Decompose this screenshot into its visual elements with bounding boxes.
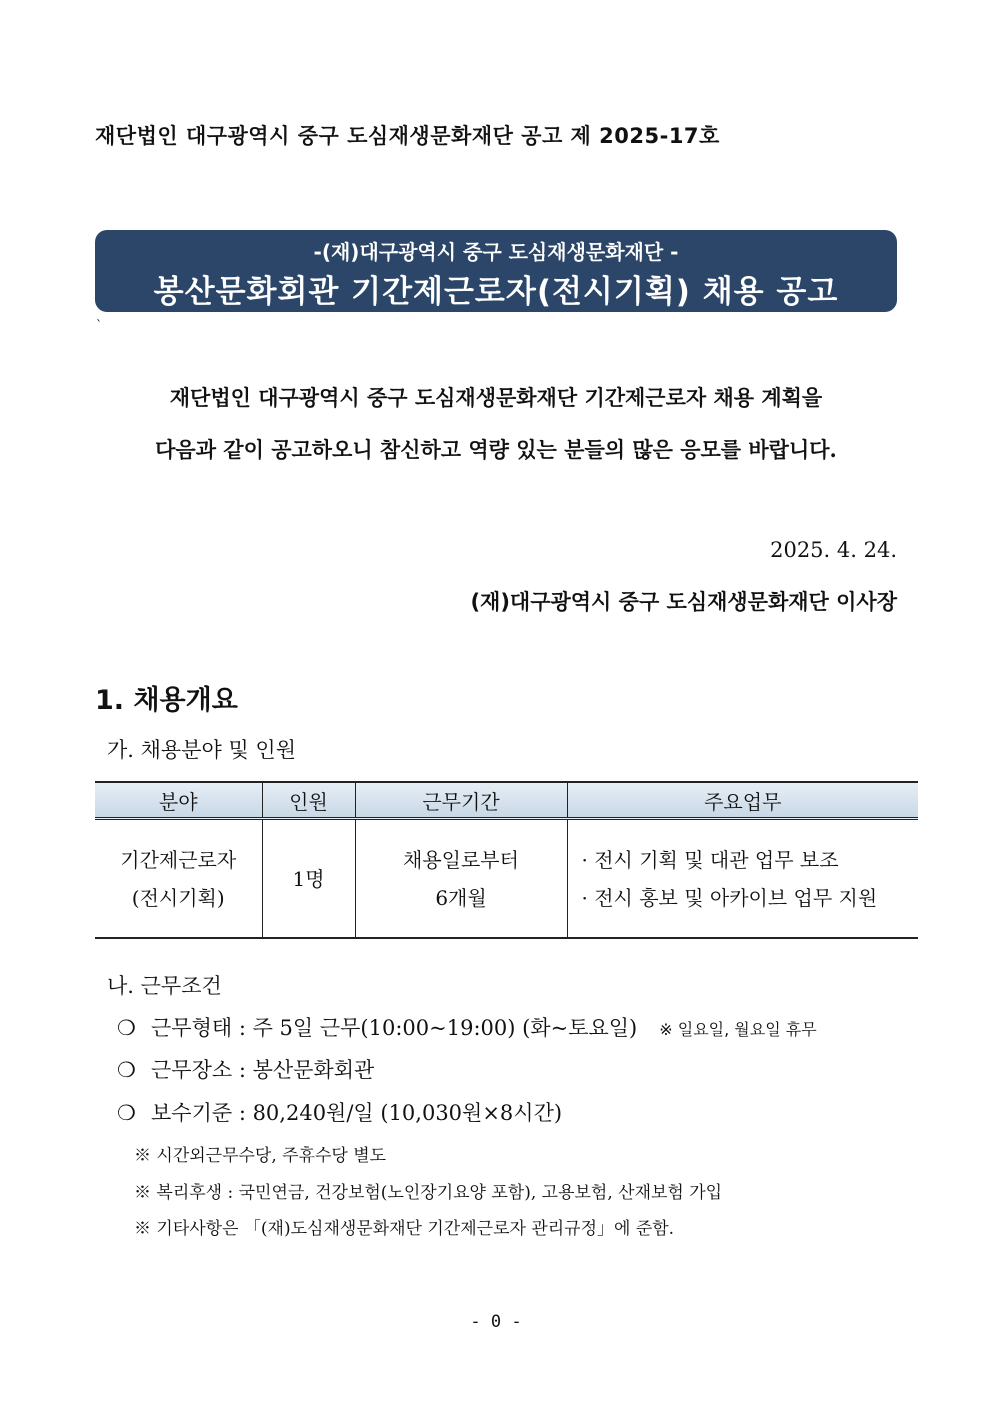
circle-bullet-icon: ❍ xyxy=(117,1016,136,1040)
title-banner xyxy=(95,230,897,312)
circle-bullet-icon: ❍ xyxy=(117,1058,136,1082)
intro-line-1: 재단법인 대구광역시 중구 도심재생문화재단 기간제근로자 채용 계획을 xyxy=(169,385,823,410)
intro-line-2: 다음과 같이 공고하오니 참신하고 역량 있는 분들의 많은 응모를 바랍니다. xyxy=(155,437,837,462)
subheading-recruitment: 가. 채용분야 및 인원 xyxy=(107,738,296,762)
stray-mark: ` xyxy=(96,318,102,332)
header-field: 분야 xyxy=(95,782,262,819)
condition-work-type xyxy=(117,1012,817,1042)
period-line-1: 채용일로부터 xyxy=(403,847,519,872)
page-number: - 0 - xyxy=(470,1312,522,1332)
field-line-2: (전시기획) xyxy=(131,885,225,910)
remark-benefits: ※ 복리후생 : 국민연금, 건강보험(노인장기요양 포함), 고용보험, 산재보험 가입 xyxy=(134,1183,723,1203)
condition-text: 보수기준 : 80,240원/일 (10,030원×8시간) xyxy=(151,1101,563,1125)
signer: (재)대구광역시 중구 도심재생문화재단 이사장 xyxy=(470,590,897,614)
header-duties: 주요업무 xyxy=(567,782,918,819)
field-line-1: 기간제근로자 xyxy=(120,847,237,872)
banner-title: 봉산문화회관 기간제근로자(전시기획) 채용 공고 xyxy=(153,274,839,310)
announcement-date: 2025. 4. 24. xyxy=(770,538,897,562)
condition-work-place xyxy=(117,1054,374,1084)
remark-allowance: ※ 시간외근무수당, 주휴수당 별도 xyxy=(134,1146,387,1166)
table-header-row xyxy=(95,782,918,819)
condition-note: ※ 일요일, 월요일 휴무 xyxy=(659,1020,817,1039)
remark-other: ※ 기타사항은 「(재)도심재생문화재단 기간제근로자 관리규정」에 준함. xyxy=(134,1219,675,1239)
subheading-conditions: 나. 근무조건 xyxy=(107,974,222,998)
condition-pay xyxy=(117,1097,562,1127)
condition-text: 근무형태 : 주 5일 근무(10:00~19:00) (화~토요일) xyxy=(151,1016,638,1040)
cell-field xyxy=(95,819,262,939)
banner-subtitle: -(재)대구광역시 중구 도심재생문화재단 - xyxy=(313,240,679,264)
header-count: 인원 xyxy=(262,782,355,819)
duty-item-2: · 전시 홍보 및 아카이브 업무 지원 xyxy=(581,885,878,910)
cell-count: 1명 xyxy=(262,819,355,939)
table-row xyxy=(95,819,918,939)
header-period: 근무기간 xyxy=(355,782,567,819)
notice-number: 재단법인 대구광역시 중구 도심재생문화재단 공고 제 2025-17호 xyxy=(95,124,720,148)
section-title: 1. 채용개요 xyxy=(95,685,238,716)
circle-bullet-icon: ❍ xyxy=(117,1101,136,1125)
duty-item-1: · 전시 기획 및 대관 업무 보조 xyxy=(581,847,839,872)
condition-text: 근무장소 : 봉산문화회관 xyxy=(151,1058,375,1082)
cell-duties xyxy=(567,819,918,939)
recruitment-table xyxy=(95,781,918,939)
cell-period xyxy=(355,819,567,939)
period-line-2: 6개월 xyxy=(435,885,487,910)
